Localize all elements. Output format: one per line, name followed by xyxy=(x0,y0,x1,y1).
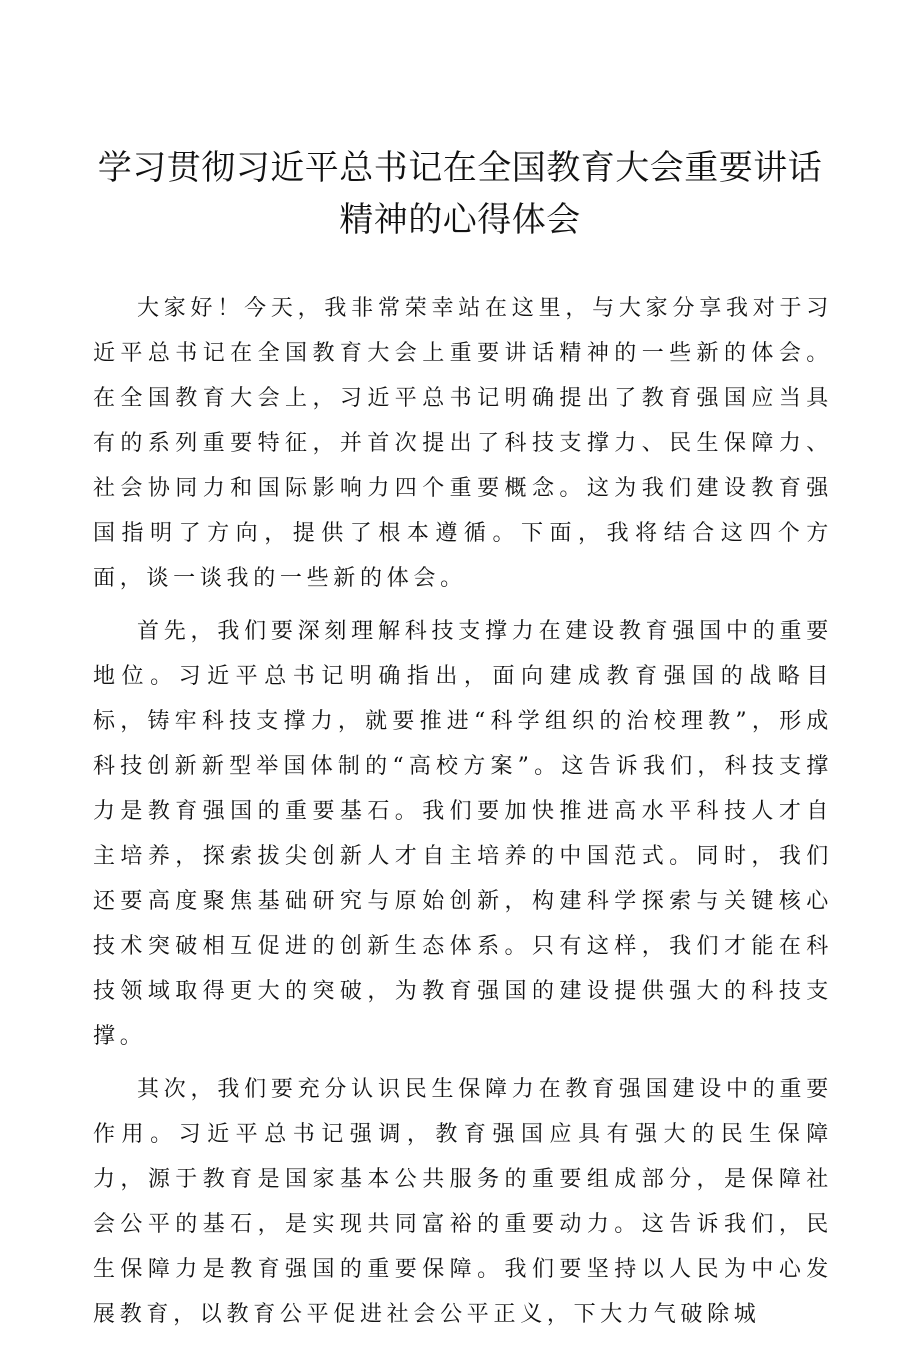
paragraph-tech-support: 首先，我们要深刻理解科技支撑力在建设教育强国中的重要地位。习近平总书记明确指出，面向建成教育强国的战略目标，铸牢科技支撑力，就要推进“科学组织的治校理教”，形成科技创新新型举国体制的“高校方案”。这告诉我们，科技支撑力是教育强国的重要基石。我们要加快推进高水平科技人才自主培养，探索拔尖创新人才自主培养的中国范式。同时，我们还要高度聚焦基础研究与原始创新，构建科学探索与关键核心技术突破相互促进的创新生态体系。只有这样，我们才能在科技领域取得更大的突破，为教育强国的建设提供强大的科技支撑。 xyxy=(93,619,833,1049)
document-title-line-1: 学习贯彻习近平总书记在全国教育大会重要讲话 xyxy=(97,148,823,188)
document-title xyxy=(90,142,830,246)
document-body xyxy=(93,286,833,1345)
paragraph-livelihood: 其次，我们要充分认识民生保障力在教育强国建设中的重要作用。习近平总书记强调，教育强国应具有强大的民生保障力，源于教育是国家基本公共服务的重要组成部分，是保障社会公平的基石，是实现共同富裕的重要动力。这告诉我们，民生保障力是教育强国的重要保障。我们要坚持以人民为中心发展教育，以教育公平促进社会公平正义，下大力气破除城 xyxy=(93,1077,833,1327)
paragraph-intro: 大家好！今天，我非常荣幸站在这里，与大家分享我对于习近平总书记在全国教育大会上重要讲话精神的一些新的体会。在全国教育大会上，习近平总书记明确提出了教育强国应当具有的系列重要特征，并首次提出了科技支撑力、民生保障力、社会协同力和国际影响力四个重要概念。这为我们建设教育强国指明了方向，提供了根本遵循。下面，我将结合这四个方面，谈一谈我的一些新的体会。 xyxy=(93,296,833,591)
document-title-line-2: 精神的心得体会 xyxy=(339,200,581,240)
